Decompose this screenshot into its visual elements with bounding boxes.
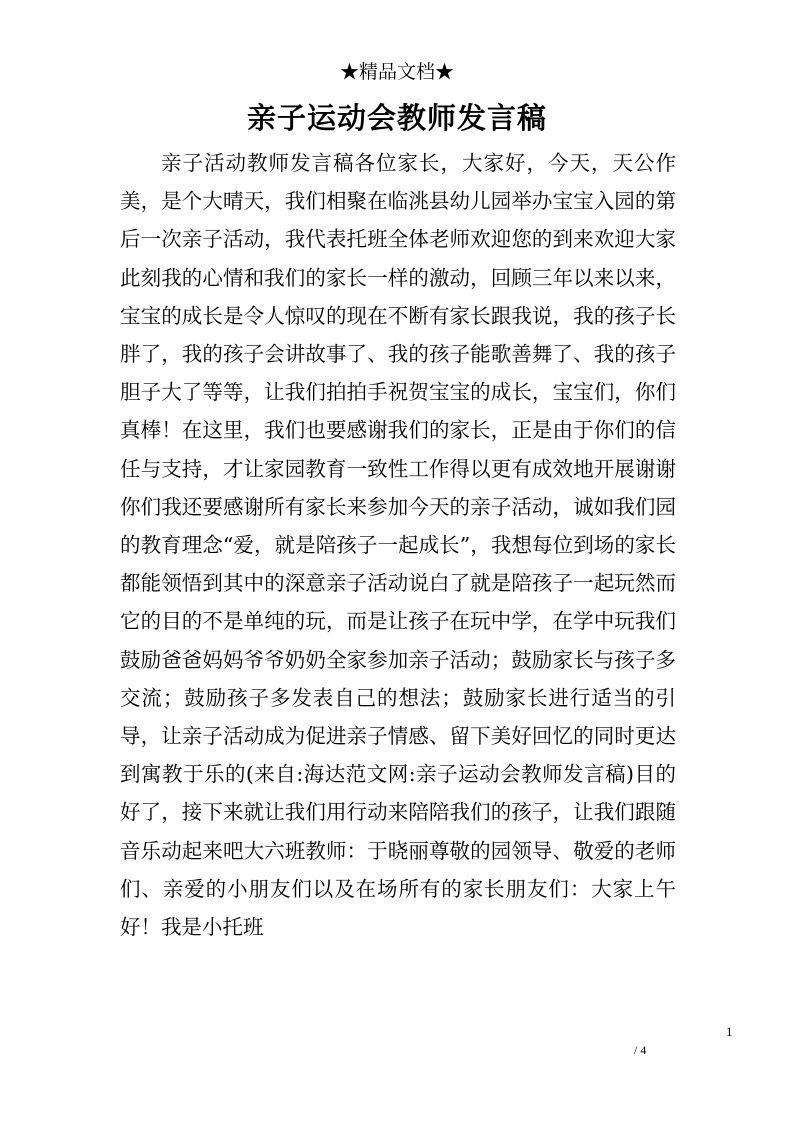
document-title: 亲子运动会教师发言稿 — [246, 101, 547, 135]
page-number: 1 — [726, 1024, 733, 1039]
document-body-paragraph: 亲子活动教师发言稿各位家长，大家好，今天，天公作美，是个大晴天，我们相聚在临洮县幼儿园举办宝宝入园的第后一次亲子活动，我代表托班全体老师欢迎您的到来欢迎大家此刻我的心情和我们的家长一样的激动，回顾三年以来以来，宝宝的成长是令人惊叹的现在不断有家长跟我说，我的孩子长胖了，我的孩子会讲故事了、我的孩子能歌善舞了、我的孩子胆子大了等等，让我们拍拍手祝贺宝宝的成长，宝宝们，你们真棒！在这里，我们也要感谢我们的家长，正是由于你们的信任与支持，才让家园教育一致性工作得以更有成效地开展谢谢你们我还要感谢所有家长来参加今天的亲子活动，诚如我们园的教育理念“爱，就是陪孩子一起成长”，我想每位到场的家长都能领悟到其中的深意亲子活动说白了就是陪孩子一起玩然而它的目的不是单纯的玩，而是让孩子在玩中学，在学中玩我们鼓励爸爸妈妈爷爷奶奶全家参加亲子活动；鼓励家长与孩子多交流；鼓励孩子多发表自己的想法；鼓励家长进行适当的引导，让亲子活动成为促进亲子情感、留下美好回忆的同时更达到寓教于乐的(来自:海达范文网:亲子运动会教师发言稿)目的好了，接下来就让我们用行动来陪陪我们的孩子，让我们跟随音乐动起来吧大六班教师：于晓丽尊敬的园领导、敬爱的老师们、亲爱的小朋友们以及在场所有的家长朋友们：大家上午好！我是小托班 — [120, 151, 676, 940]
page-total: / 4 — [634, 1043, 647, 1057]
document-header-banner: ★精品文档★ — [339, 61, 454, 83]
